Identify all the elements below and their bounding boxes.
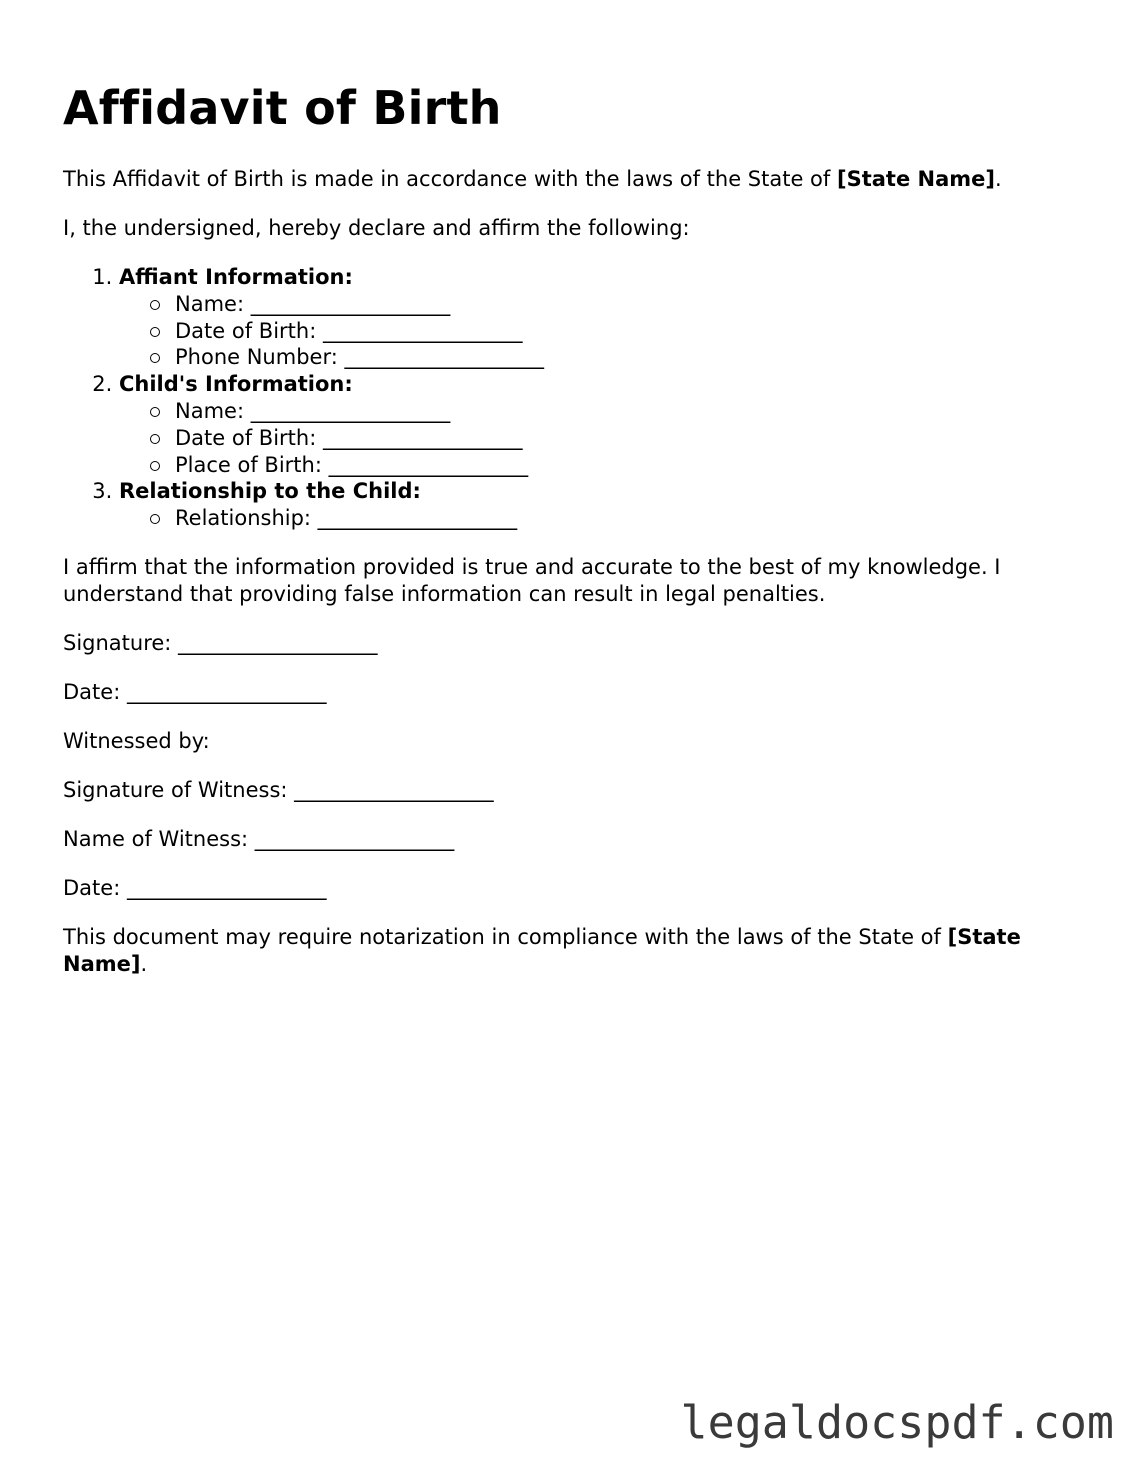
section-heading: Relationship to the Child: (119, 479, 421, 504)
section-affiant (119, 264, 1093, 371)
document-title: Affidavit of Birth (63, 81, 502, 135)
intro-end: . (994, 167, 1002, 191)
intro-paragraph (63, 166, 1093, 193)
witnessed-by-label: Witnessed by: (63, 728, 210, 753)
field-list (119, 291, 1093, 371)
field-list (119, 505, 1093, 532)
field-child-place-of-birth: Place of Birth: ___________________ (175, 452, 1093, 479)
date-line: Date: ___________________ (63, 679, 327, 704)
field-affiant-name: Name: ___________________ (175, 291, 1093, 318)
notarization-text: This document may require notarization in compliance with the laws of the State of (63, 924, 948, 949)
field-child-name: Name: ___________________ (175, 398, 1093, 425)
notarization-end: . (140, 951, 148, 976)
signature-line: Signature: ___________________ (63, 630, 378, 655)
declaration-paragraph: I, the undersigned, hereby declare and affirm the following: (63, 216, 690, 240)
sections-list (63, 264, 1093, 532)
section-relationship (119, 478, 1093, 532)
intro-text: This Affidavit of Birth is made in accordance with the laws of the State of (63, 167, 837, 191)
field-child-dob: Date of Birth: ___________________ (175, 425, 1093, 452)
section-heading: Child's Information: (119, 372, 353, 397)
witness-name-line: Name of Witness: ___________________ (63, 826, 455, 851)
field-affiant-phone: Phone Number: ___________________ (175, 344, 1093, 371)
witness-date-line: Date: ___________________ (63, 875, 327, 900)
affirmation-paragraph: I affirm that the information provided is true and accurate to the best of my knowledge. I understand that providing false information can result in legal penalties. (63, 554, 1001, 606)
intro-state-name: [State Name] (836, 167, 995, 191)
witness-signature-line: Signature of Witness: ___________________ (63, 777, 494, 802)
notarization-paragraph (63, 924, 1093, 978)
watermark-text: legaldocspdf.com (680, 1396, 1114, 1449)
document-page (63, 80, 1093, 978)
notarization-state-name: [State Name] (63, 924, 1021, 976)
field-list (119, 398, 1093, 478)
section-child (119, 371, 1093, 478)
field-affiant-dob: Date of Birth: ___________________ (175, 318, 1093, 345)
field-relationship: Relationship: ___________________ (175, 505, 1093, 532)
section-heading: Affiant Information: (119, 265, 353, 289)
